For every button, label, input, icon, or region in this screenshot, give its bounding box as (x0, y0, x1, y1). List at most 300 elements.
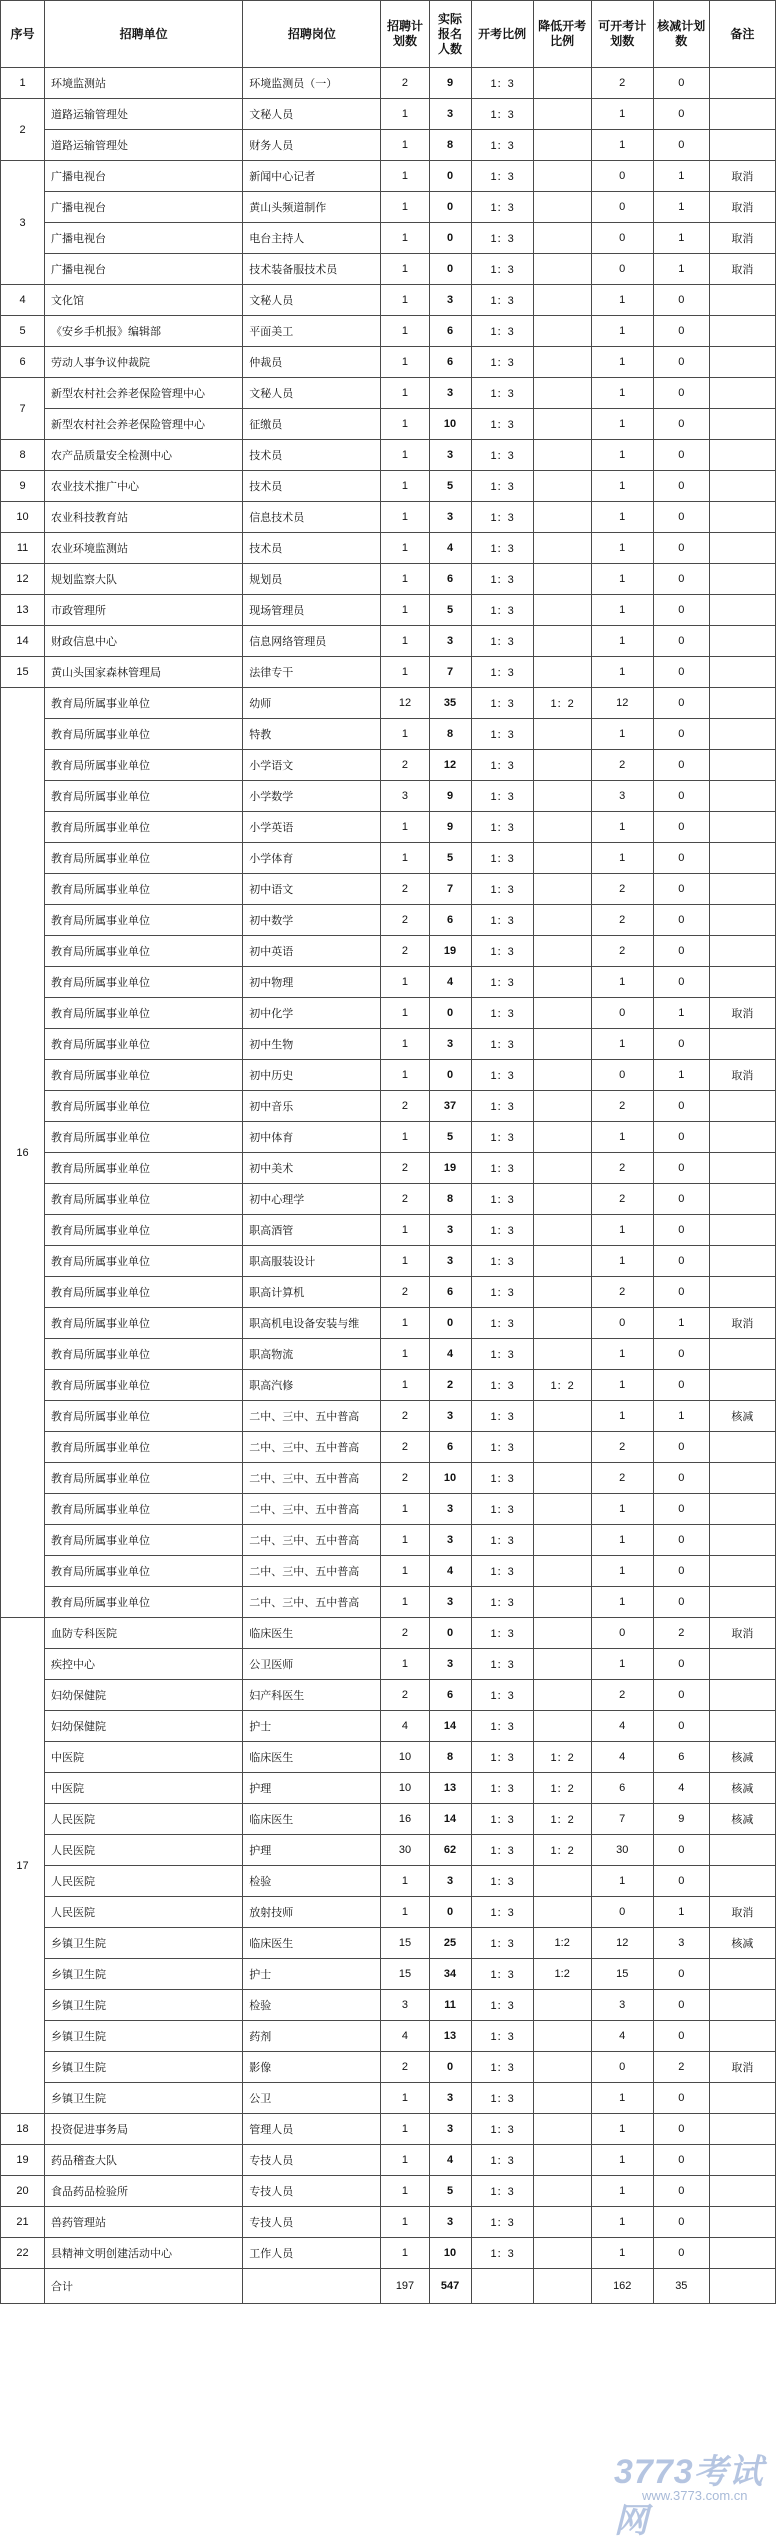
plan-cell: 2 (381, 1091, 429, 1122)
cut-count-cell: 0 (653, 1432, 709, 1463)
note-cell (709, 1556, 775, 1587)
note-cell: 核减 (709, 1773, 775, 1804)
total-row (1, 2269, 776, 2304)
plan-cell: 1 (381, 1122, 429, 1153)
post-cell: 职高机电设备安装与维 (243, 1308, 381, 1339)
seq-cell: 16 (1, 688, 45, 1618)
lowered-ratio-cell (533, 2052, 591, 2083)
note-cell (709, 409, 775, 440)
actual-cell: 3 (429, 1649, 471, 1680)
seq-cell: 6 (1, 347, 45, 378)
seq-cell: 5 (1, 316, 45, 347)
lowered-ratio-cell (533, 1649, 591, 1680)
lowered-ratio-cell (533, 316, 591, 347)
plan-cell: 1 (381, 99, 429, 130)
lowered-ratio-cell (533, 998, 591, 1029)
actual-cell: 4 (429, 2145, 471, 2176)
cut-count-cell: 0 (653, 533, 709, 564)
cut-count-cell: 1 (653, 254, 709, 285)
ratio-cell: 1：3 (471, 1246, 533, 1277)
unit-cell: 中医院 (45, 1773, 243, 1804)
table-row (1, 1494, 776, 1525)
seq-cell: 21 (1, 2207, 45, 2238)
plan-cell: 1 (381, 1587, 429, 1618)
table-row (1, 2083, 776, 2114)
ratio-cell: 1：3 (471, 874, 533, 905)
note-cell (709, 1153, 775, 1184)
post-cell: 护士 (243, 1711, 381, 1742)
actual-cell: 8 (429, 130, 471, 161)
table-row (1, 533, 776, 564)
open-count-cell: 2 (591, 68, 653, 99)
cut-count-cell: 1 (653, 1308, 709, 1339)
cut-count-cell: 0 (653, 440, 709, 471)
cut-count-cell: 6 (653, 1742, 709, 1773)
note-cell (709, 502, 775, 533)
actual-cell: 7 (429, 874, 471, 905)
post-cell: 妇产科医生 (243, 1680, 381, 1711)
actual-cell: 6 (429, 347, 471, 378)
actual-cell: 6 (429, 1432, 471, 1463)
ratio-cell: 1：3 (471, 1587, 533, 1618)
unit-cell: 教育局所属事业单位 (45, 1246, 243, 1277)
lowered-ratio-cell (533, 1277, 591, 1308)
plan-cell: 2 (381, 1153, 429, 1184)
note-cell (709, 1680, 775, 1711)
table-row (1, 409, 776, 440)
open-count-cell: 1 (591, 471, 653, 502)
total-label: 合计 (45, 2269, 243, 2304)
table-row (1, 812, 776, 843)
actual-cell: 6 (429, 1277, 471, 1308)
note-cell (709, 2207, 775, 2238)
cut-count-cell: 0 (653, 781, 709, 812)
post-cell: 幼师 (243, 688, 381, 719)
table-row (1, 1773, 776, 1804)
cut-count-cell: 0 (653, 1866, 709, 1897)
open-count-cell: 2 (591, 1153, 653, 1184)
cut-count-cell: 0 (653, 378, 709, 409)
lowered-ratio-cell (533, 1339, 591, 1370)
plan-cell: 1 (381, 1556, 429, 1587)
ratio-cell: 1：3 (471, 2021, 533, 2052)
cut-count-cell: 0 (653, 1091, 709, 1122)
table-row (1, 998, 776, 1029)
unit-cell: 乡镇卫生院 (45, 2083, 243, 2114)
seq-cell: 13 (1, 595, 45, 626)
actual-cell: 10 (429, 409, 471, 440)
actual-cell: 6 (429, 1680, 471, 1711)
post-cell: 放射技师 (243, 1897, 381, 1928)
cut-count-cell: 0 (653, 409, 709, 440)
table-row (1, 626, 776, 657)
note-cell: 取消 (709, 998, 775, 1029)
open-count-cell: 2 (591, 1184, 653, 1215)
post-cell: 护士 (243, 1959, 381, 1990)
cut-count-cell: 0 (653, 1370, 709, 1401)
ratio-cell: 1：3 (471, 1928, 533, 1959)
cut-count-cell: 0 (653, 1246, 709, 1277)
unit-cell: 妇幼保健院 (45, 1680, 243, 1711)
open-count-cell: 1 (591, 347, 653, 378)
cut-count-cell: 0 (653, 626, 709, 657)
unit-cell: 疾控中心 (45, 1649, 243, 1680)
lowered-ratio-cell (533, 1525, 591, 1556)
table-row (1, 1339, 776, 1370)
post-cell: 职高服装设计 (243, 1246, 381, 1277)
plan-cell: 2 (381, 1618, 429, 1649)
seq-cell: 9 (1, 471, 45, 502)
seq-cell: 18 (1, 2114, 45, 2145)
table-row (1, 2052, 776, 2083)
lowered-ratio-cell (533, 626, 591, 657)
unit-cell: 教育局所属事业单位 (45, 1587, 243, 1618)
plan-cell: 1 (381, 812, 429, 843)
table-row (1, 1029, 776, 1060)
actual-cell: 35 (429, 688, 471, 719)
open-count-cell: 2 (591, 936, 653, 967)
lowered-ratio-cell (533, 750, 591, 781)
total-lowered-cell (533, 2269, 591, 2304)
ratio-cell: 1：3 (471, 1308, 533, 1339)
table-row (1, 130, 776, 161)
table-row (1, 595, 776, 626)
plan-cell: 4 (381, 1711, 429, 1742)
ratio-cell: 1：3 (471, 1029, 533, 1060)
cut-count-cell: 0 (653, 316, 709, 347)
note-cell (709, 874, 775, 905)
open-count-cell: 1 (591, 2238, 653, 2269)
plan-cell: 10 (381, 1773, 429, 1804)
post-cell: 初中英语 (243, 936, 381, 967)
post-cell: 临床医生 (243, 1804, 381, 1835)
ratio-cell: 1：3 (471, 1091, 533, 1122)
actual-cell: 3 (429, 626, 471, 657)
ratio-cell: 1：3 (471, 936, 533, 967)
open-count-cell: 1 (591, 967, 653, 998)
table-row (1, 161, 776, 192)
plan-cell: 1 (381, 2238, 429, 2269)
open-count-cell: 2 (591, 1277, 653, 1308)
post-cell: 二中、三中、五中普高 (243, 1525, 381, 1556)
cut-count-cell: 0 (653, 2021, 709, 2052)
ratio-cell: 1：3 (471, 905, 533, 936)
actual-cell: 11 (429, 1990, 471, 2021)
unit-cell: 新型农村社会养老保险管理中心 (45, 378, 243, 409)
lowered-ratio-cell (533, 1432, 591, 1463)
note-cell: 取消 (709, 192, 775, 223)
lowered-ratio-cell (533, 347, 591, 378)
watermark-url: www.3773.com.cn (642, 2488, 748, 2503)
ratio-cell: 1：3 (471, 1153, 533, 1184)
lowered-ratio-cell (533, 657, 591, 688)
actual-cell: 3 (429, 1029, 471, 1060)
open-count-cell: 1 (591, 99, 653, 130)
open-count-cell: 1 (591, 595, 653, 626)
cut-count-cell: 0 (653, 1215, 709, 1246)
open-count-cell: 1 (591, 409, 653, 440)
ratio-cell: 1：3 (471, 316, 533, 347)
ratio-cell: 1：3 (471, 254, 533, 285)
table-row (1, 1556, 776, 1587)
unit-cell: 新型农村社会养老保险管理中心 (45, 409, 243, 440)
actual-cell: 6 (429, 905, 471, 936)
ratio-cell: 1：3 (471, 502, 533, 533)
header-plan: 招聘计划数 (381, 1, 429, 68)
plan-cell: 30 (381, 1835, 429, 1866)
open-count-cell: 2 (591, 1463, 653, 1494)
ratio-cell: 1：3 (471, 1804, 533, 1835)
plan-cell: 1 (381, 223, 429, 254)
unit-cell: 环境监测站 (45, 68, 243, 99)
note-cell (709, 812, 775, 843)
ratio-cell: 1：3 (471, 967, 533, 998)
actual-cell: 3 (429, 1246, 471, 1277)
note-cell (709, 130, 775, 161)
open-count-cell: 0 (591, 161, 653, 192)
watermark-logo: 3773考试网 (614, 2453, 764, 2540)
lowered-ratio-cell: 1：2 (533, 1742, 591, 1773)
unit-cell: 教育局所属事业单位 (45, 1556, 243, 1587)
actual-cell: 62 (429, 1835, 471, 1866)
note-cell (709, 1029, 775, 1060)
table-row (1, 967, 776, 998)
lowered-ratio-cell (533, 161, 591, 192)
post-cell: 专技人员 (243, 2176, 381, 2207)
note-cell (709, 471, 775, 502)
ratio-cell: 1：3 (471, 1556, 533, 1587)
open-count-cell: 30 (591, 1835, 653, 1866)
table-row (1, 1184, 776, 1215)
plan-cell: 1 (381, 2145, 429, 2176)
table-row (1, 843, 776, 874)
cut-count-cell: 0 (653, 688, 709, 719)
post-cell: 电台主持人 (243, 223, 381, 254)
open-count-cell: 1 (591, 1401, 653, 1432)
note-cell (709, 2021, 775, 2052)
note-cell: 核减 (709, 1928, 775, 1959)
open-count-cell: 1 (591, 719, 653, 750)
actual-cell: 12 (429, 750, 471, 781)
plan-cell: 1 (381, 1897, 429, 1928)
ratio-cell: 1：3 (471, 409, 533, 440)
actual-cell: 0 (429, 254, 471, 285)
unit-cell: 道路运输管理处 (45, 99, 243, 130)
plan-cell: 2 (381, 936, 429, 967)
ratio-cell: 1：3 (471, 1773, 533, 1804)
note-cell: 取消 (709, 1060, 775, 1091)
actual-cell: 3 (429, 1215, 471, 1246)
table-row (1, 316, 776, 347)
unit-cell: 教育局所属事业单位 (45, 1463, 243, 1494)
cut-count-cell: 0 (653, 1184, 709, 1215)
ratio-cell: 1：3 (471, 781, 533, 812)
note-cell (709, 316, 775, 347)
cut-count-cell: 0 (653, 1122, 709, 1153)
lowered-ratio-cell (533, 1184, 591, 1215)
open-count-cell: 1 (591, 1339, 653, 1370)
seq-cell: 8 (1, 440, 45, 471)
unit-cell: 乡镇卫生院 (45, 2052, 243, 2083)
plan-cell: 2 (381, 1401, 429, 1432)
unit-cell: 教育局所属事业单位 (45, 1339, 243, 1370)
post-cell: 影像 (243, 2052, 381, 2083)
ratio-cell: 1：3 (471, 2052, 533, 2083)
plan-cell: 10 (381, 1742, 429, 1773)
open-count-cell: 4 (591, 1711, 653, 1742)
actual-cell: 0 (429, 2052, 471, 2083)
open-count-cell: 1 (591, 1649, 653, 1680)
cut-count-cell: 1 (653, 223, 709, 254)
lowered-ratio-cell (533, 812, 591, 843)
post-cell: 职高汽修 (243, 1370, 381, 1401)
actual-cell: 9 (429, 68, 471, 99)
table-row (1, 1804, 776, 1835)
seq-cell: 2 (1, 99, 45, 161)
site-watermark (606, 2442, 772, 2540)
note-cell (709, 843, 775, 874)
note-cell (709, 936, 775, 967)
plan-cell: 1 (381, 2114, 429, 2145)
post-cell: 公卫医师 (243, 1649, 381, 1680)
actual-cell: 3 (429, 502, 471, 533)
lowered-ratio-cell (533, 1401, 591, 1432)
open-count-cell: 1 (591, 2207, 653, 2238)
ratio-cell: 1：3 (471, 2176, 533, 2207)
unit-cell: 人民医院 (45, 1897, 243, 1928)
open-count-cell: 1 (591, 2114, 653, 2145)
ratio-cell: 1：3 (471, 1525, 533, 1556)
table-row (1, 1122, 776, 1153)
open-count-cell: 0 (591, 1897, 653, 1928)
seq-cell: 3 (1, 161, 45, 285)
post-cell: 法律专干 (243, 657, 381, 688)
ratio-cell: 1：3 (471, 161, 533, 192)
cut-count-cell: 0 (653, 2083, 709, 2114)
plan-cell: 1 (381, 347, 429, 378)
table-row (1, 1990, 776, 2021)
unit-cell: 教育局所属事业单位 (45, 998, 243, 1029)
plan-cell: 1 (381, 1308, 429, 1339)
seq-cell: 7 (1, 378, 45, 440)
actual-cell: 3 (429, 1525, 471, 1556)
ratio-cell: 1：3 (471, 99, 533, 130)
cut-count-cell: 2 (653, 1618, 709, 1649)
cut-count-cell: 0 (653, 2114, 709, 2145)
table-row (1, 1215, 776, 1246)
actual-cell: 25 (429, 1928, 471, 1959)
note-cell (709, 440, 775, 471)
total-cut: 35 (653, 2269, 709, 2304)
plan-cell: 1 (381, 285, 429, 316)
open-count-cell: 2 (591, 905, 653, 936)
post-cell: 初中物理 (243, 967, 381, 998)
unit-cell: 教育局所属事业单位 (45, 1153, 243, 1184)
open-count-cell: 3 (591, 781, 653, 812)
unit-cell: 教育局所属事业单位 (45, 812, 243, 843)
header-open-count: 可开考计划数 (591, 1, 653, 68)
table-row (1, 2176, 776, 2207)
unit-cell: 教育局所属事业单位 (45, 1060, 243, 1091)
unit-cell: 教育局所属事业单位 (45, 1091, 243, 1122)
table-row (1, 688, 776, 719)
plan-cell: 1 (381, 1649, 429, 1680)
plan-cell: 16 (381, 1804, 429, 1835)
open-count-cell: 1 (591, 533, 653, 564)
lowered-ratio-cell (533, 1153, 591, 1184)
post-cell: 小学语文 (243, 750, 381, 781)
cut-count-cell: 0 (653, 1494, 709, 1525)
open-count-cell: 0 (591, 254, 653, 285)
unit-cell: 教育局所属事业单位 (45, 719, 243, 750)
lowered-ratio-cell (533, 874, 591, 905)
cut-count-cell: 4 (653, 1773, 709, 1804)
plan-cell: 1 (381, 657, 429, 688)
actual-cell: 0 (429, 1060, 471, 1091)
plan-cell: 2 (381, 1463, 429, 1494)
ratio-cell: 1：3 (471, 1711, 533, 1742)
cut-count-cell: 0 (653, 1463, 709, 1494)
ratio-cell: 1：3 (471, 1835, 533, 1866)
cut-count-cell: 1 (653, 161, 709, 192)
table-row (1, 440, 776, 471)
unit-cell: 食品药品检验所 (45, 2176, 243, 2207)
ratio-cell: 1：3 (471, 130, 533, 161)
ratio-cell: 1：3 (471, 626, 533, 657)
table-row (1, 1618, 776, 1649)
post-cell: 专技人员 (243, 2145, 381, 2176)
total-ratio-cell (471, 2269, 533, 2304)
unit-cell: 《安乡手机报》编辑部 (45, 316, 243, 347)
actual-cell: 4 (429, 1339, 471, 1370)
lowered-ratio-cell: 1:2 (533, 1959, 591, 1990)
post-cell: 小学英语 (243, 812, 381, 843)
table-row (1, 347, 776, 378)
seq-cell: 11 (1, 533, 45, 564)
note-cell (709, 657, 775, 688)
ratio-cell: 1：3 (471, 1277, 533, 1308)
open-count-cell: 1 (591, 2083, 653, 2114)
unit-cell: 乡镇卫生院 (45, 1990, 243, 2021)
ratio-cell: 1：3 (471, 440, 533, 471)
cut-count-cell: 0 (653, 812, 709, 843)
post-cell: 二中、三中、五中普高 (243, 1401, 381, 1432)
post-cell: 初中生物 (243, 1029, 381, 1060)
unit-cell: 妇幼保健院 (45, 1711, 243, 1742)
lowered-ratio-cell (533, 1866, 591, 1897)
unit-cell: 文化馆 (45, 285, 243, 316)
table-row (1, 1711, 776, 1742)
cut-count-cell: 1 (653, 1401, 709, 1432)
unit-cell: 农业技术推广中心 (45, 471, 243, 502)
cut-count-cell: 0 (653, 657, 709, 688)
plan-cell: 1 (381, 254, 429, 285)
lowered-ratio-cell (533, 1618, 591, 1649)
lowered-ratio-cell (533, 1029, 591, 1060)
actual-cell: 10 (429, 1463, 471, 1494)
cut-count-cell: 0 (653, 2207, 709, 2238)
table-row (1, 1742, 776, 1773)
open-count-cell: 1 (591, 812, 653, 843)
open-count-cell: 2 (591, 1432, 653, 1463)
ratio-cell: 1：3 (471, 378, 533, 409)
open-count-cell: 1 (591, 564, 653, 595)
unit-cell: 县精神文明创建活动中心 (45, 2238, 243, 2269)
ratio-cell: 1：3 (471, 688, 533, 719)
open-count-cell: 0 (591, 1618, 653, 1649)
actual-cell: 37 (429, 1091, 471, 1122)
unit-cell: 人民医院 (45, 1835, 243, 1866)
